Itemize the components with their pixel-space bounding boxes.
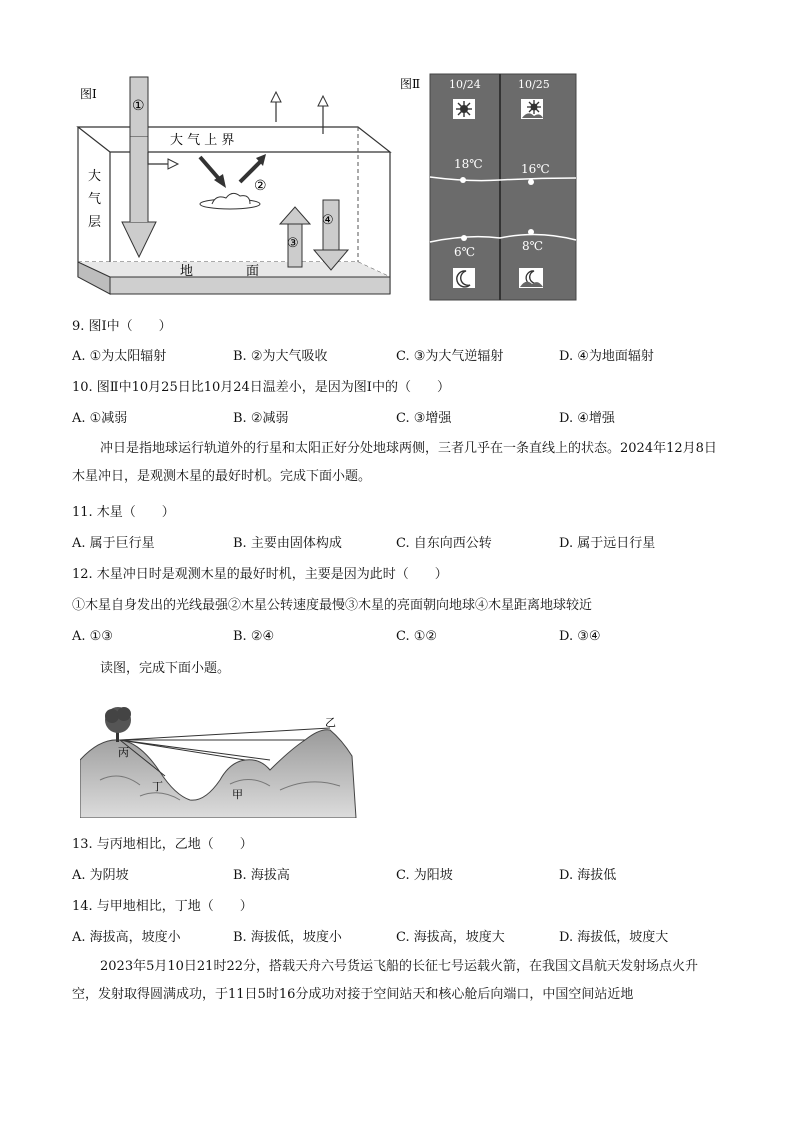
figure-2-weather-panel: [398, 72, 578, 302]
q12-stem: 12. 木星冲日时是观测木星的最好时机，主要是因为此时（ ）: [72, 567, 448, 582]
q12-items: ①木星自身发出的光线最强②木星公转速度最慢③木星的亮面朝向地球④木星距离地球较近: [72, 598, 593, 613]
q11-stem: 11. 木星（ ）: [72, 505, 175, 520]
moon-cloud-icon: [519, 268, 543, 288]
fig1-ground-1: 地: [180, 264, 194, 279]
q12-option-c[interactable]: C. ①②: [396, 629, 438, 644]
q14-option-d[interactable]: D. 海拔低，坡度大: [559, 930, 669, 945]
q13-stem: 13. 与丙地相比，乙地（ ）: [72, 837, 253, 852]
fig1-side-2: 气: [88, 192, 102, 207]
sun-cloud-icon: [521, 99, 543, 119]
q9-stem: 9. 图Ⅰ中（ ）: [72, 319, 172, 334]
q13-option-a[interactable]: A. 为阴坡: [72, 868, 129, 883]
fig1-n2: ②: [254, 178, 267, 194]
fig3-bing: 丙: [118, 746, 129, 759]
figure-3-terrain: [80, 700, 360, 818]
q9-option-b[interactable]: B. ②为大气吸收: [233, 349, 328, 364]
moon-icon: [453, 268, 475, 288]
fig1-ground-2: 面: [246, 264, 260, 279]
q11-option-b[interactable]: B. 主要由固体构成: [233, 536, 342, 551]
q12-option-b[interactable]: B. ②④: [233, 629, 275, 644]
fig3-jia: 甲: [232, 788, 243, 801]
q10-stem: 10. 图Ⅱ中10月25日比10月24日温差小，是因为图Ⅰ中的（ ）: [72, 380, 450, 395]
fig1-n1: ①: [132, 98, 145, 114]
figure-1-radiation-diagram: [70, 72, 400, 304]
q14-stem: 14. 与甲地相比，丁地（ ）: [72, 899, 253, 914]
fig2-date1: 10/24: [449, 78, 481, 91]
q11-option-a[interactable]: A. 属于巨行星: [72, 536, 155, 551]
fig2-label: 图Ⅱ: [400, 77, 421, 91]
q13-option-b[interactable]: B. 海拔高: [233, 868, 290, 883]
q9-option-d[interactable]: D. ④为地面辐射: [559, 349, 654, 364]
q9-option-a[interactable]: A. ①为太阳辐射: [72, 349, 167, 364]
q10-option-d[interactable]: D. ④增强: [559, 411, 615, 426]
q11-option-c[interactable]: C. 自东向西公转: [396, 536, 492, 551]
fig2-high1: 18℃: [454, 157, 483, 171]
q13-option-d[interactable]: D. 海拔低: [559, 868, 617, 883]
q10-option-a[interactable]: A. ①减弱: [72, 411, 128, 426]
fig1-n4: ④: [322, 213, 334, 228]
q14-option-a[interactable]: A. 海拔高，坡度小: [72, 930, 181, 945]
q12-option-a[interactable]: A. ①③: [72, 629, 113, 644]
fig3-yi: 乙: [325, 716, 336, 729]
fig3-ding: 丁: [152, 780, 163, 793]
q13-option-c[interactable]: C. 为阳坡: [396, 868, 453, 883]
fig1-label: 图Ⅰ: [80, 87, 97, 101]
q14-option-b[interactable]: B. 海拔低，坡度小: [233, 930, 342, 945]
intro-paragraph-2: 读图，完成下面小题。: [100, 661, 231, 676]
q10-option-b[interactable]: B. ②减弱: [233, 411, 289, 426]
q9-option-c[interactable]: C. ③为大气逆辐射: [396, 349, 504, 364]
fig2-low1: 6℃: [454, 245, 476, 259]
intro-paragraph-1: 冲日是指地球运行轨道外的行星和太阳正好分处地球两侧，三者几乎在一条直线上的状态。2024年12月8日木星冲日，是观测木星的最好时机。完成下面小题。: [72, 441, 717, 484]
fig1-side-1: 大: [88, 169, 102, 184]
fig1-top-label: 大 气 上 界: [170, 133, 235, 148]
sun-icon: [453, 99, 475, 119]
q12-option-d[interactable]: D. ③④: [559, 629, 601, 644]
intro-paragraph-3: 2023年5月10日21时22分，搭载天舟六号货运飞船的长征七号运载火箭，在我国文昌航天发射场点火升空，发射取得圆满成功，于11日5时16分成功对接于空间站天和核心舱后向端口，中国空间站近地: [72, 959, 698, 1002]
q11-option-d[interactable]: D. 属于远日行星: [559, 536, 656, 551]
fig1-side-3: 层: [88, 215, 102, 230]
fig1-n3: ③: [287, 236, 299, 251]
fig2-date2: 10/25: [518, 78, 550, 91]
q14-option-c[interactable]: C. 海拔高，坡度大: [396, 930, 505, 945]
q10-option-c[interactable]: C. ③增强: [396, 411, 452, 426]
fig2-low2: 8℃: [522, 239, 544, 253]
fig2-high2: 16℃: [521, 162, 550, 176]
